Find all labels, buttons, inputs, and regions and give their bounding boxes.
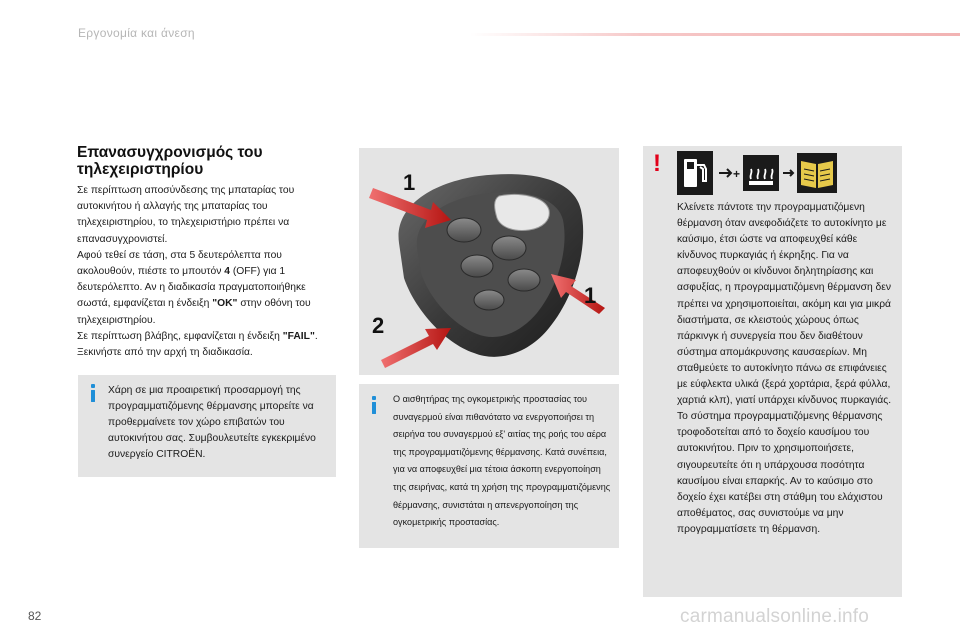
key-fob-drawing xyxy=(359,148,619,375)
sensor-note-box xyxy=(359,384,619,548)
button-number: 4 xyxy=(224,266,230,278)
page-number: 82 xyxy=(28,609,42,623)
resync-paragraph-1: Σε περίπτωση αποσύνδεσης της μπαταρίας του αυτοκινήτου ή αλλαγής της μπαταρίας του τηλεχειριστηρίου, το τηλεχειριστήριο πρέπει να επανασυγχρονιστεί. xyxy=(77,185,295,245)
info-icon xyxy=(368,396,380,414)
fob-button-top-left xyxy=(447,218,481,242)
warning-text: Κλείνετε πάντοτε την προγραμματιζόμενη θέρμανση όταν ανεφοδιάζετε το αυτοκίνητο με καύσιμο, έτσι ώστε να αποφευχθεί κάθε κίνδυνος πυρκαγιάς ή έκρηξης. Για να αποφευχθούν οι κίνδυνοι δηλητηρίασης και ασφυξίας, η προγραμματιζόμενη θέρμανση δεν πρέπει να χρησιμοποιείται, ακόμη και για μικρά διαστήματα, σε κλειστούς χώρους όπως πάρκινγκ ή συνεργεία που δεν διαθέτουν σύστημα απομάκρυνσης καυσαερίων. Μη σταθμεύετε το αυτοκίνητο πάνω σε επιφάνειες με εύφλεκτα υλικά (ξερά χορτάρια, ξερά φύλλα, χαρτιά κλπ), γιατί υπάρχει κίνδυνος πυρκαγιάς. Το σύστημα προγραμματιζόμενης θέρμανσης τροφοδοτείται από το δοχείο καυσίμου του αυτοκινήτου. Πριν το χρησιμοποιήσετε, σιγουρευτείτε ότι η υπάρχουσα ποσότητα καυσίμου είναι επαρκής. Αν το καύσιμο στο δοχείο έχει κατέβει στη στάθμη του ελάχιστου αποθέματος, σας συνιστούμε να μην προγραμματίσετε τη θέρμανση. xyxy=(677,202,892,535)
text-run: . Ξεκινήστε από την αρχή τη διαδικασία. xyxy=(77,330,318,359)
tip-text: Χάρη σε μια προαιρετική προσαρμογή της προγραμματιζόμενης θέρμανσης μπορείτε να προθερμαίνετε τον χώρο επιβατών του αυτοκινήτου σας. Συμβουλευτείτε εγκεκριμένο συνεργείο CITROËN. xyxy=(108,385,316,460)
tip-box xyxy=(78,375,336,477)
arrow-2 xyxy=(381,328,451,368)
ok-indicator: "OK" xyxy=(212,298,238,310)
fail-indicator: "FAIL" xyxy=(282,330,315,342)
resync-paragraph-2 xyxy=(77,248,339,329)
section-title: Εργονομία και άνεση xyxy=(78,26,195,40)
warning-exclamation-icon: ! xyxy=(653,150,661,177)
text-run: (OFF) για 1 δευτερόλεπτο. Αν η διαδικασία πραγματοποιήθηκε σωστά, εμφανίζεται η ένδειξη xyxy=(77,266,306,310)
fob-button-top-right xyxy=(492,236,526,260)
fob-screen xyxy=(495,195,550,231)
label-1-right: 1 xyxy=(584,283,597,308)
watermark: carmanualsonline.info xyxy=(680,606,870,627)
resync-paragraph-3 xyxy=(77,329,339,361)
text-run: στην οθόνη του τηλεχειριστηρίου. xyxy=(77,298,311,326)
warning-box xyxy=(643,146,902,597)
heading-line-2: τηλεχειριστηρίου xyxy=(77,161,204,178)
heading-line-1: Επανασυγχρονισμός του xyxy=(77,144,263,161)
label-2: 2 xyxy=(372,313,385,338)
info-icon xyxy=(87,384,99,402)
text-run: Σε περίπτωση βλάβης, εμφανίζεται η ένδειξη xyxy=(77,330,283,342)
fob-button-bottom xyxy=(474,290,504,310)
page-heading xyxy=(77,144,337,178)
label-1-top: 1 xyxy=(403,170,416,195)
text-run: Αφού τεθεί σε τάση, στα 5 δευτερόλεπτα που ακολουθούν, πιέστε το μπουτόν xyxy=(77,249,282,278)
fuel-pump-icon xyxy=(677,151,713,195)
arrow-icon xyxy=(783,170,793,176)
heater-icon xyxy=(743,155,779,191)
remote-control-illustration xyxy=(359,148,619,375)
header-rule xyxy=(470,33,960,36)
plus-arrow-icon xyxy=(719,169,731,177)
sensor-note-text: Ο αισθητήρας της ογκομετρικής προστασίας του συναγερμού είναι πιθανότατο να ενεργοποιήσει τη σειρήνα του συναγερμού εξ' αιτίας της ροής του αέρα της προγραμματιζόμενης θέρμανσης. Κατά συνέπεια, για να αποφευχθεί μια τέτοια άσκοπη ενεργοποίηση της σειρήνας, κατά τη χρήση της προγραμματιζόμενης θέρμανσης, συνιστάται η απενεργοποίηση της ογκομετρικής προστασίας. xyxy=(393,394,611,528)
manual-book-icon xyxy=(797,153,837,193)
resync-instructions xyxy=(77,183,339,361)
plus-sign: + xyxy=(733,167,741,181)
warning-pictograms xyxy=(677,151,837,195)
fob-button-right xyxy=(508,269,540,291)
fob-button-middle xyxy=(461,255,493,277)
